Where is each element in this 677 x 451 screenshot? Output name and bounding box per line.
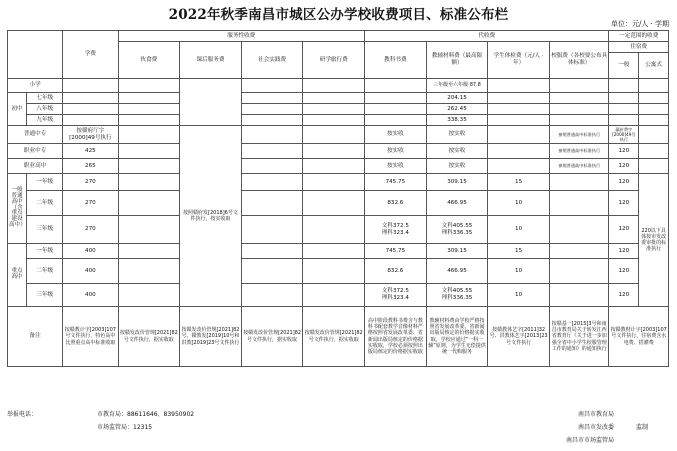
header-uniform: 校服费（各校要公布具体标准）	[549, 42, 609, 79]
gh-g1-exam: 15	[488, 174, 550, 191]
kh-g3-tuition: 400	[63, 284, 118, 307]
kh-g2-lodging: 120	[609, 259, 639, 284]
voc-high-aux: 按实收	[426, 159, 488, 174]
org-ndrc: 南昌市发改委	[578, 424, 615, 431]
remarks-meal: 按赣发改价管规[2021]82号文件执行，据实收取	[118, 307, 180, 367]
row-primary-label: 小学	[8, 79, 63, 93]
voc-middle-lodging: 120	[609, 144, 639, 159]
kh-g1-exam: 15	[488, 244, 550, 259]
vocational-aux: 按实收	[426, 126, 488, 144]
remarks-textbook: 高中阶段教科书费含与教科书配套教学音像材料严格按照省发展改革委、省新闻出版局核定的价格据实收取，学校必须按照出版局核定的价格据实收取	[365, 307, 427, 367]
kh-g3-label: 三年级	[27, 284, 63, 307]
report-edu: 市教育局：88611646、83950902	[97, 411, 195, 418]
remarks-uniform: 按赣基一[2015]3号和南昌市教育局关于转发江西省教育厅《关于进一步加强全省中小学生校服管理工作的通知》的通知执行	[549, 307, 609, 367]
header-physical-exam: 学生体检费（元/人 · 年）	[488, 42, 550, 79]
voc-high-lodging: 120	[609, 159, 639, 174]
kh-g1-aux: 309.15	[426, 244, 488, 259]
junior-g8-aux: 262.45	[426, 104, 488, 115]
remarks-aux: 教辅材料费由学校严格按照省发展改革委、省新闻出版局核定的价格据实收取，学校应通过“一科一辅”原则，为学生无偿提供统一代购服务	[426, 307, 488, 367]
voc-middle-tuition: 425	[63, 144, 118, 159]
kh-g3-aux-arts: 文科405.55	[441, 288, 473, 295]
after-school-high: 按照赣府发[2018]6号文件执行，按实收取	[180, 126, 242, 307]
fee-table	[7, 30, 669, 367]
remarks-label: 备注	[8, 307, 63, 367]
kh-g1-label: 一年级	[27, 244, 63, 259]
gh-g2-lodging: 120	[609, 191, 639, 216]
gh-g1-textbook: 745.75	[365, 174, 427, 191]
header-blank	[8, 31, 63, 79]
header-aux-material: 教辅材料费（最高限额）	[426, 42, 488, 79]
junior-g7-label: 七年级	[27, 93, 63, 104]
primary-aux: 三年级至六年级 87.8	[426, 79, 488, 93]
kh-g2-aux: 466.95	[426, 259, 488, 284]
header-service: 服务性收费	[118, 31, 365, 42]
gh-g2-aux: 466.95	[426, 191, 488, 216]
voc-middle-aux: 按实收	[426, 144, 488, 159]
row-voc-middle-label: 职业中专	[8, 144, 63, 159]
gh-g3-exam: 10	[488, 216, 550, 244]
kh-g2-textbook: 832.6	[365, 259, 427, 284]
gh-g3-aux-arts: 文科405.55	[441, 222, 473, 229]
gh-g2-exam: 10	[488, 191, 550, 216]
report-market: 市场监管局：12315	[97, 424, 153, 431]
vocational-uniform: 参照普通高中标准执行	[549, 126, 609, 144]
kh-g3-exam: 10	[488, 284, 550, 307]
voc-high-uniform: 参照普通高中标准执行	[549, 159, 609, 174]
report-label: 举报电话：	[7, 411, 38, 418]
remarks-tuition: 按赣教计字[2003]107号文件执行，特色高中比照重点高中标准收取	[63, 307, 118, 367]
header-tuition: 学费	[63, 31, 118, 79]
remarks-after-school: 按赣发改价管规[2021]82号、赣教发[2019]10号和洪教[2019]23号文件执行	[180, 307, 242, 367]
page-title: 2022年秋季南昌市城区公办学校收费项目、标准公布栏	[168, 7, 509, 23]
after-school-cell	[180, 79, 242, 126]
gh-g3-lodging: 120	[609, 216, 639, 244]
remarks-exam: 按赣教体艺字[2011]32号、洪教体艺字[2013]23号文件执行	[488, 307, 550, 367]
header-apartment: 公寓式	[639, 53, 669, 79]
gh-g3-aux-sci: 理科336.35	[441, 229, 473, 236]
row-key-high-label: 重点高中	[8, 244, 27, 307]
kh-g1-textbook: 745.75	[365, 244, 427, 259]
row-junior-label: 初中	[8, 93, 27, 126]
header-study-tour: 研学旅行费	[303, 42, 365, 79]
gh-g3-textbook-arts: 文科372.5	[381, 222, 409, 229]
kh-g3-textbook-sci: 理科323.4	[381, 295, 409, 301]
gh-g2-textbook: 832.6	[365, 191, 427, 216]
gh-g3-aux	[426, 216, 488, 244]
gh-g2-label: 二年级	[27, 191, 63, 216]
header-textbook: 教科书费	[365, 42, 427, 79]
header-normal: 一般	[609, 53, 639, 79]
kh-g2-label: 二年级	[27, 259, 63, 284]
header-agency: 代收费	[365, 31, 609, 42]
vocational-textbook: 按实收	[365, 126, 427, 144]
row-vocational-label: 普通中专	[8, 126, 63, 144]
kh-g3-lodging: 120	[609, 284, 639, 307]
gh-g3-textbook	[365, 216, 427, 244]
voc-middle-textbook: 按实收	[365, 144, 427, 159]
org-edu: 南昌市教育局	[578, 411, 615, 418]
kh-g2-exam: 10	[488, 259, 550, 284]
gh-g1-label: 一年级	[27, 174, 63, 191]
remarks-social-practice: 按赣发改价管规[2021]82号文件执行，据实收取	[241, 307, 303, 367]
junior-g9-aux: 338.35	[426, 115, 488, 126]
junior-g8-label: 八年级	[27, 104, 63, 115]
row-general-high-label: 一般普通高中（含重点建设高中）	[8, 174, 27, 244]
junior-g9-label: 九年级	[27, 115, 63, 126]
kh-g1-lodging: 120	[609, 244, 639, 259]
header-social-practice: 社会实践费	[241, 42, 303, 79]
kh-g1-tuition: 400	[63, 244, 118, 259]
remarks-lodging: 按赣教财计字[2003]107号文件执行，住宿费含水电费、搭灌费	[609, 307, 669, 367]
gh-g1-aux: 309.15	[426, 174, 488, 191]
gh-g3-textbook-sci: 理科323.4	[381, 229, 409, 236]
voc-middle-uniform: 参照普通高中标准执行	[549, 144, 609, 159]
voc-high-textbook: 按实收	[365, 159, 427, 174]
gh-g2-tuition: 270	[63, 191, 118, 216]
remarks-study-tour: 按赣发改价管规[2021]82号文件执行，据实收取	[303, 307, 365, 367]
gh-g3-tuition: 270	[63, 216, 118, 244]
kh-g3-textbook	[365, 284, 427, 307]
gh-g1-tuition: 270	[63, 174, 118, 191]
unit-note: 单位：元/人 · 学期	[610, 20, 669, 28]
kh-g3-aux	[426, 284, 488, 307]
kh-g3-aux-sci: 理科336.35	[441, 295, 473, 301]
kh-g3-textbook-arts: 文科372.5	[381, 288, 409, 295]
vocational-lodging-note: 赣价费字[2000]49号执行	[609, 126, 639, 144]
voc-high-tuition: 265	[63, 159, 118, 174]
gh-g3-label: 三年级	[27, 216, 63, 244]
row-voc-high-label: 职业高中	[8, 159, 63, 174]
kh-g2-tuition: 400	[63, 259, 118, 284]
vocational-tuition: 按赣府厅字[2000]49号执行	[63, 126, 118, 144]
header-range-fee: 一定范围的收费	[609, 31, 669, 42]
header-meal: 伙食费	[118, 42, 180, 79]
header-after-school: 课后服务费	[180, 42, 242, 79]
junior-g7-aux: 204.15	[426, 93, 488, 104]
org-market: 南昌市市场监管局	[566, 437, 615, 444]
supervised-label: 监制	[636, 424, 649, 431]
gh-g1-lodging: 120	[609, 174, 639, 191]
header-lodging: 住宿费	[609, 42, 669, 53]
apartment-note: 220以下具体按市发改委审批的标准执行	[639, 174, 669, 307]
